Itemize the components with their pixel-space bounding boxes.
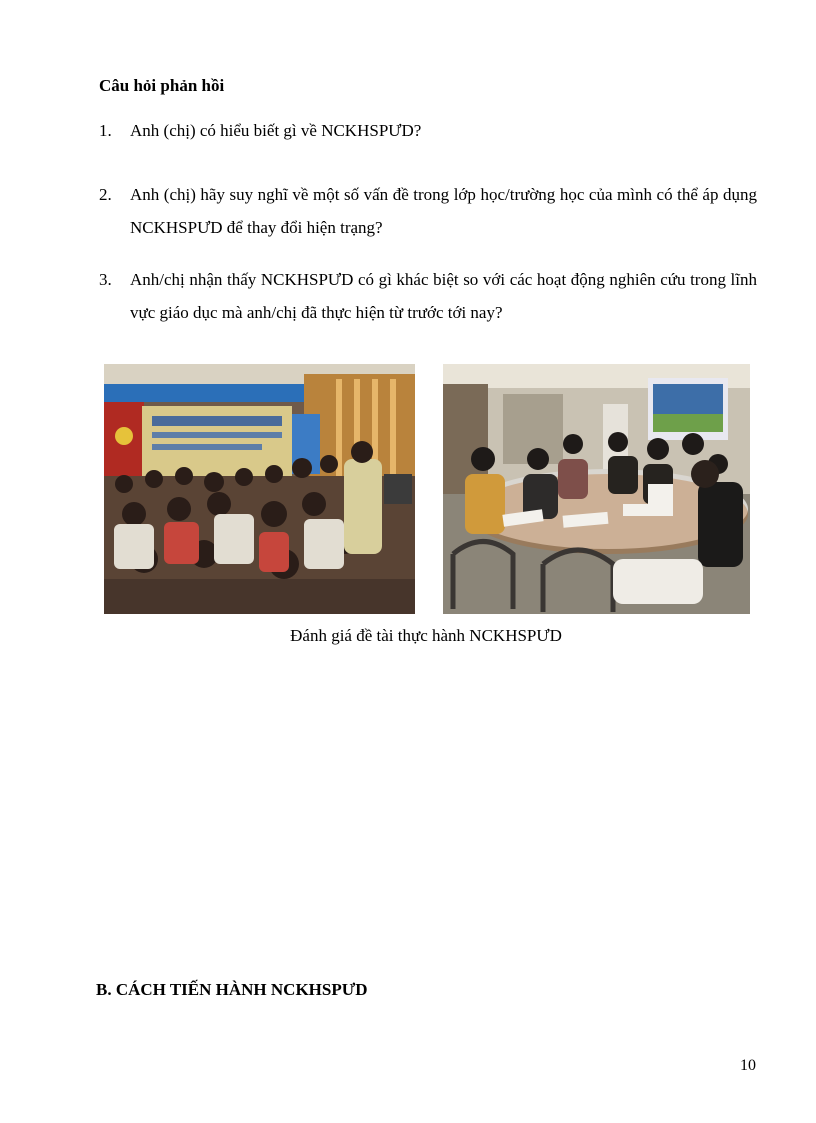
question-item [99, 114, 757, 147]
question-text: Anh (chị) có hiểu biết gì về NCKHSPƯD? [130, 121, 422, 140]
section-b-title: B. CÁCH TIẾN HÀNH NCKHSPƯD [96, 980, 368, 999]
workshop-photo-conference [104, 364, 415, 614]
photo-caption: Đánh giá đề tài thực hành NCKHSPƯD [290, 626, 562, 645]
question-text: Anh/chị nhận thấy NCKHSPƯD có gì khác biệt so với các hoạt động nghiên cứu trong lĩnh vực giáo dục mà anh/chị đã thực hiện từ trước tới nay? [130, 270, 757, 322]
question-number: 1. [99, 121, 112, 140]
question-number: 2. [99, 185, 112, 204]
question-item [99, 178, 757, 244]
question-item [99, 263, 757, 329]
page-number: 10 [740, 1057, 756, 1074]
question-number: 3. [99, 270, 112, 289]
workshop-photo-group-work [443, 364, 750, 614]
feedback-questions-heading: Câu hỏi phản hồi [99, 76, 225, 95]
question-text: Anh (chị) hãy suy nghĩ về một số vấn đề trong lớp học/trường học của mình có thể áp dụng NCKHSPƯD để thay đổi hiện trạng? [130, 185, 757, 237]
